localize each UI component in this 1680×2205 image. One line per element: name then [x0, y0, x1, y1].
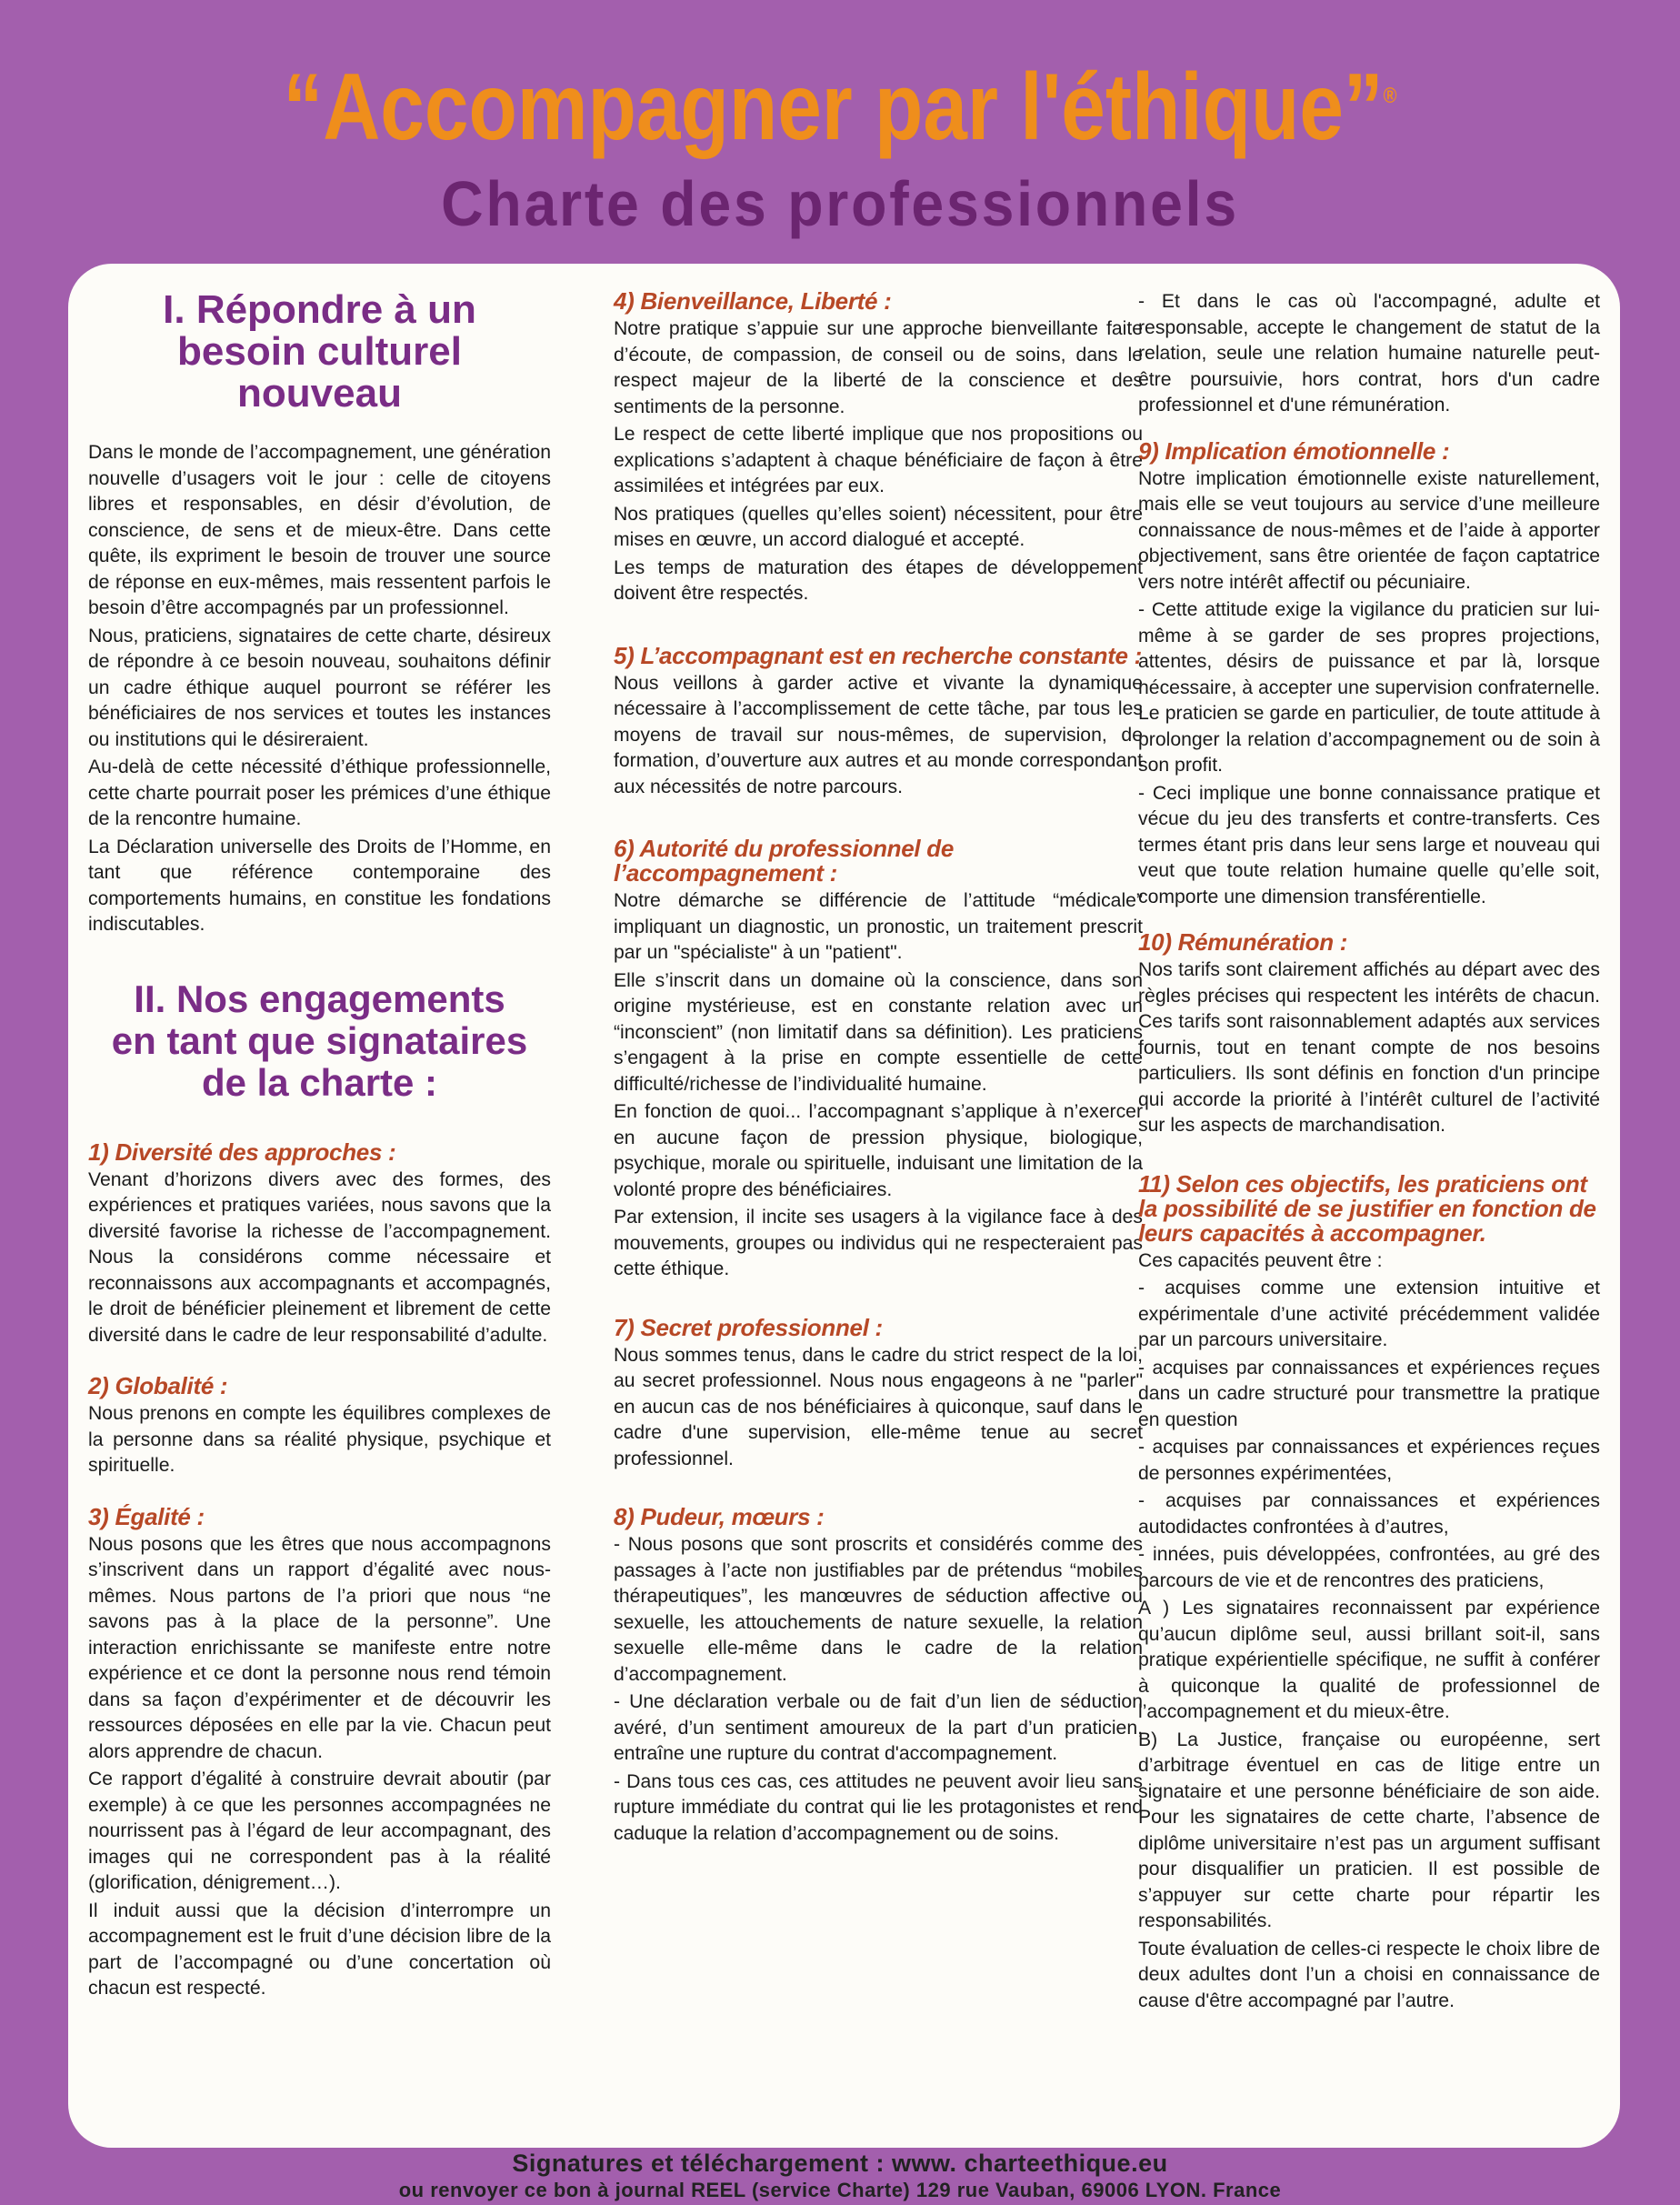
paragraph: - Et dans le cas où l'accompagné, adulte et responsable, accepte le changement de statut de la relation, seule une relation humaine naturelle peut-être poursuivie, hors contrat, hors d'un cadre professionnel et d'une rémunération. [1138, 291, 1600, 416]
paragraph: Notre pratique s’appuie sur une approche bienveillante faite d’écoute, de compassion, de conseil ou de soins, dans le respect majeur de la liberté de la conscience et des sentiments de la personne. [614, 318, 1143, 417]
column-3 [1138, 289, 1600, 2016]
section-2-title [88, 978, 551, 1104]
paragraph: - Nous posons que sont proscrits et considérés comme des passages à l’acte non justifiables par de prétendus “mobiles thérapeutiques”, les manœuvres de séduction affective ou sexuelle, les attouchements de nature sexuelle, la relation sexuelle elle-même dans le cadre de la relation d’accompagnement. [614, 1534, 1143, 1685]
paragraph: - Ceci implique une bonne connaissance pratique et vécue du jeu des transferts et contre-transferts. Ces termes étant pris dans leur sens large et nouveau qui veut que toute relation humaine quelle qu’elle soit, comporte une dimension transférentielle. [1138, 782, 1600, 907]
paragraph: Nos pratiques (quelles qu’elles soient) nécessitent, pour être mises en œuvre, un accord dialogué et accepté. [614, 503, 1143, 550]
heading-implication: 9) Implication émotionnelle : [1138, 436, 1450, 465]
paragraph: Nous, praticiens, signataires de cette charte, désireux de répondre à ce besoin nouveau, souhaitons définir un cadre éthique auquel pourront se référer les bénéficiaires de nos services et toutes les instances ou institutions qui le désireraient. [88, 625, 551, 750]
paragraph: Nos tarifs sont clairement affichés au départ avec des règles précises qui respectent les intérêts de chacun. Ces tarifs sont raisonnablement adaptés aux services fournis, tout en tenant compte de nos besoins particuliers. Ils sont définis en fonction d'un principe qui accorde la priorité à l’intérêt culturel de l’activité sur les aspects de marchandisation. [1138, 959, 1600, 1136]
heading-pudeur: 8) Pudeur, mœurs : [614, 1503, 825, 1530]
paragraph: - acquises par connaissances et expériences reçues dans un cadre structuré pour transmettre la pratique en question [1138, 1357, 1600, 1430]
paragraph: Il induit aussi que la décision d’interrompre un accompagnement est le fruit d’une décision libre de la part de l’accompagné ou d’une concertation où chacun est respecté. [88, 1899, 551, 1999]
main-title [135, 53, 1545, 162]
paragraph: Venant d’horizons divers avec des formes, des expériences et pratiques variées, nous savons que la diversité favorise la richesse de l’accompagnement. Nous la considérons comme nécessaire et reconnaissons aux accompagnants et accompagnés, le droit de bénéficier pleinement et librement de cette diversité dans le cadre de leur responsabilité d’adulte. [88, 1168, 551, 1346]
paragraph: Nous sommes tenus, dans le cadre du strict respect de la loi, au secret professionnel. Nous nous engageons à ne "parler" en aucun cas de nos bénéficiaires à quiconque, sauf dans le cadre d'une supervision, elle-même tenue au secret professionnel. [614, 1344, 1143, 1469]
heading-recherche: 5) L’accompagnant est en recherche constante : [614, 641, 1143, 669]
title-text: “Accompagner par l'éthique” [283, 55, 1384, 160]
section-2-title-line: en tant que signataires [111, 1018, 528, 1062]
paragraph: - Une déclaration verbale ou de fait d’un lien de séduction avéré, d’un sentiment amoureux de la part d’un praticien, entraîne une rupture du contrat d'accompagnement. [614, 1691, 1143, 1764]
paragraph: B) La Justice, française ou européenne, sert d’arbitrage éventuel en cas de litige entre un signataire et une personne bénéficiaire de son aide. Pour les signataires de cette charte, l’absence de diplôme universitaire n’est pas un argument suffisant pour disqualifier un praticien. Il est possible de s’appuyer sur cette charte pour répartir les responsabilités. [1138, 1729, 1600, 1931]
paragraph: Nous prenons en compte les équilibres complexes de la personne dans sa réalité physique, psychique et spirituelle. [88, 1403, 551, 1476]
paragraph: Ces capacités peuvent être : [1138, 1249, 1383, 1271]
heading-secret: 7) Secret professionnel : [614, 1313, 883, 1341]
heading-bienveillance: 4) Bienveillance, Liberté : [614, 287, 892, 315]
section-1-title-line: I. Répondre à un [163, 287, 476, 332]
paragraph: Nous posons que les êtres que nous accompagnons s’inscrivent dans un rapport d’égalité avec nous-mêmes. Nous partons de l’a priori que nous “ne savons pas à la place de la personne”. Une interaction enrichissante se manifeste entre notre expérience et ce dont la personne nous rend témoin dans sa façon d’expérimenter et de découvrir les ressources déposées en elle par la vie. Chacun peut alors apprendre de chacun. [88, 1533, 551, 1762]
paragraph: Notre démarche se différencie de l’attitude “médicale” impliquant un diagnostic, un pronostic, un traitement prescrit par un "spécialiste" à un "patient". [614, 890, 1143, 963]
column-2 [614, 289, 1143, 1849]
paragraph: - acquises par connaissances et expériences reçues de personnes expérimentées, [1138, 1437, 1600, 1484]
section-1-title-line: besoin culturel [177, 329, 462, 374]
heading-egalite: 3) Égalité : [88, 1502, 205, 1530]
paragraph: Ce rapport d’égalité à construire devrait aboutir (par exemple) à ce que les personnes accompagnées ne nourrissent pas à l’égard de leur accompagnant, des images qui ne correspondent pas à la réalité (glorification, dénigrement…). [88, 1769, 551, 1893]
paragraph: Nous veillons à garder active et vivante la dynamique nécessaire à l’accomplissement de cette tâche, par tous les moyens de travail sur nous-mêmes, de supervision, de formation, d’ouverture aux autres et au monde correspondant aux nécessités de notre parcours. [614, 672, 1143, 797]
paragraph: A ) Les signataires reconnaissent par expérience qu’aucun diplôme seul, aussi brillant soit-il, sans pratique expérientielle spécifique, ne suffit à conférer à quiconque la qualité de professionnel de l’accompagnement et du mieux-être. [1138, 1598, 1600, 1722]
section-1-title-line: nouveau [237, 371, 402, 416]
paragraph: La Déclaration universelle des Droits de l’Homme, en tant que référence contemporaine des comportements humains, en constitue les fondations indiscutables. [88, 836, 551, 935]
paragraph: - innées, puis développées, confrontées, au gré des parcours de vie et de rencontres des praticiens, [1138, 1544, 1600, 1591]
paragraph: Dans le monde de l’accompagnement, une génération nouvelle d’usagers voit le jour : celle de citoyens libres et responsables, en désir d’évolution, de conscience, de sens et de mieux-être. Dans cette quête, ils expriment le besoin de trouver une source de réponse en eux-mêmes, mais ressentent parfois le besoin d’être accompagnés par un professionnel. [88, 442, 551, 618]
section-1-title [88, 289, 551, 415]
charter-panel [68, 264, 1620, 2148]
paragraph: Par extension, il incite ses usagers à la vigilance face à des mouvements, groupes ou individus qui ne respecteraient pas cette éthique. [614, 1207, 1143, 1279]
paragraph: Toute évaluation de celles-ci respecte le choix libre de deux adultes dont l’un a choisi en connaissance de cause d'être accompagné par l’autre. [1138, 1938, 1600, 2011]
section-2-title-line: II. Nos engagements [134, 977, 505, 1020]
footer-download-line: Signatures et téléchargement : www. charteethique.eu [512, 2150, 1168, 2177]
paragraph: Notre implication émotionnelle existe naturellement, mais elle se veut toujours au service d’une meilleure connaissance de nous-mêmes et de l’aide à apporter objectivement, sans être orientée de façon captatrice vers notre intérêt affectif ou pécuniaire. [1138, 467, 1600, 593]
paragraph: - Cette attitude exige la vigilance du praticien sur lui-même à se garder de ses propres projections, attentes, désirs de puissance et par là, lorsque nécessaire, à accepter une supervision confraternelle. Le praticien se garde en particulier, de toute attitude à prolonger la relation d’accompagnement ou de soin à son profit. [1138, 599, 1600, 776]
section-2-title-line: de la charte : [201, 1060, 438, 1104]
heading-globalite: 2) Globalité : [88, 1372, 228, 1399]
paragraph: - acquises comme une extension intuitive et expérimentale d’une activité précédemment validée par un parcours universitaire. [1138, 1278, 1600, 1350]
column-1 [88, 289, 551, 2004]
heading-remuneration: 10) Rémunération : [1138, 928, 1348, 956]
paragraph: Le respect de cette liberté implique que nos propositions ou explications s’adaptent à chaque bénéficiaire de façon à être assimilées et intégrées par eux. [614, 424, 1143, 496]
footer-address-line: ou renvoyer ce bon à journal REEL (service Charte) 129 rue Vauban, 69006 LYON. France [398, 2179, 1282, 2201]
subtitle: Charte des professionnels [441, 168, 1239, 239]
paragraph: - Dans tous ces cas, ces attitudes ne peuvent avoir lieu sans rupture immédiate du contrat qui lie les protagonistes et rend caduque la relation d’accompagnement ou de soins. [614, 1770, 1143, 1844]
paragraph: En fonction de quoi... l’accompagnant s’applique à n’exercer en aucune façon de pression physique, biologique, psychique, morale ou spirituelle, induisant une limitation de la volonté propre des bénéficiaires. [614, 1101, 1143, 1200]
registered-mark: ® [1383, 84, 1397, 108]
paragraph: Elle s’inscrit dans un domaine où la conscience, dans son origine mystérieuse, est en constante relation avec un “inconscient” (non limitatif dans sa définition). Les praticiens s’engagent à la prise en compte essentielle de cette difficulté/richesse de l’individualité humaine. [614, 969, 1143, 1095]
paragraph: Au-delà de cette nécessité d’éthique professionnelle, cette charte pourrait poser les prémices d’une éthique de la rencontre humaine. [88, 757, 551, 829]
heading-objectifs: 11) Selon ces objectifs, les praticiens ont la possibilité de se justifier en fonction de leurs capacités à accompagner. [1138, 1169, 1596, 1247]
heading-autorite: 6) Autorité du professionnel de l’accompagnement : [614, 835, 954, 887]
heading-diversite: 1) Diversité des approches : [88, 1138, 396, 1166]
paragraph: - acquises par connaissances et expériences autodidactes confrontées à d’autres, [1138, 1490, 1600, 1538]
paragraph: Les temps de maturation des étapes de développement doivent être respectés. [614, 556, 1143, 604]
